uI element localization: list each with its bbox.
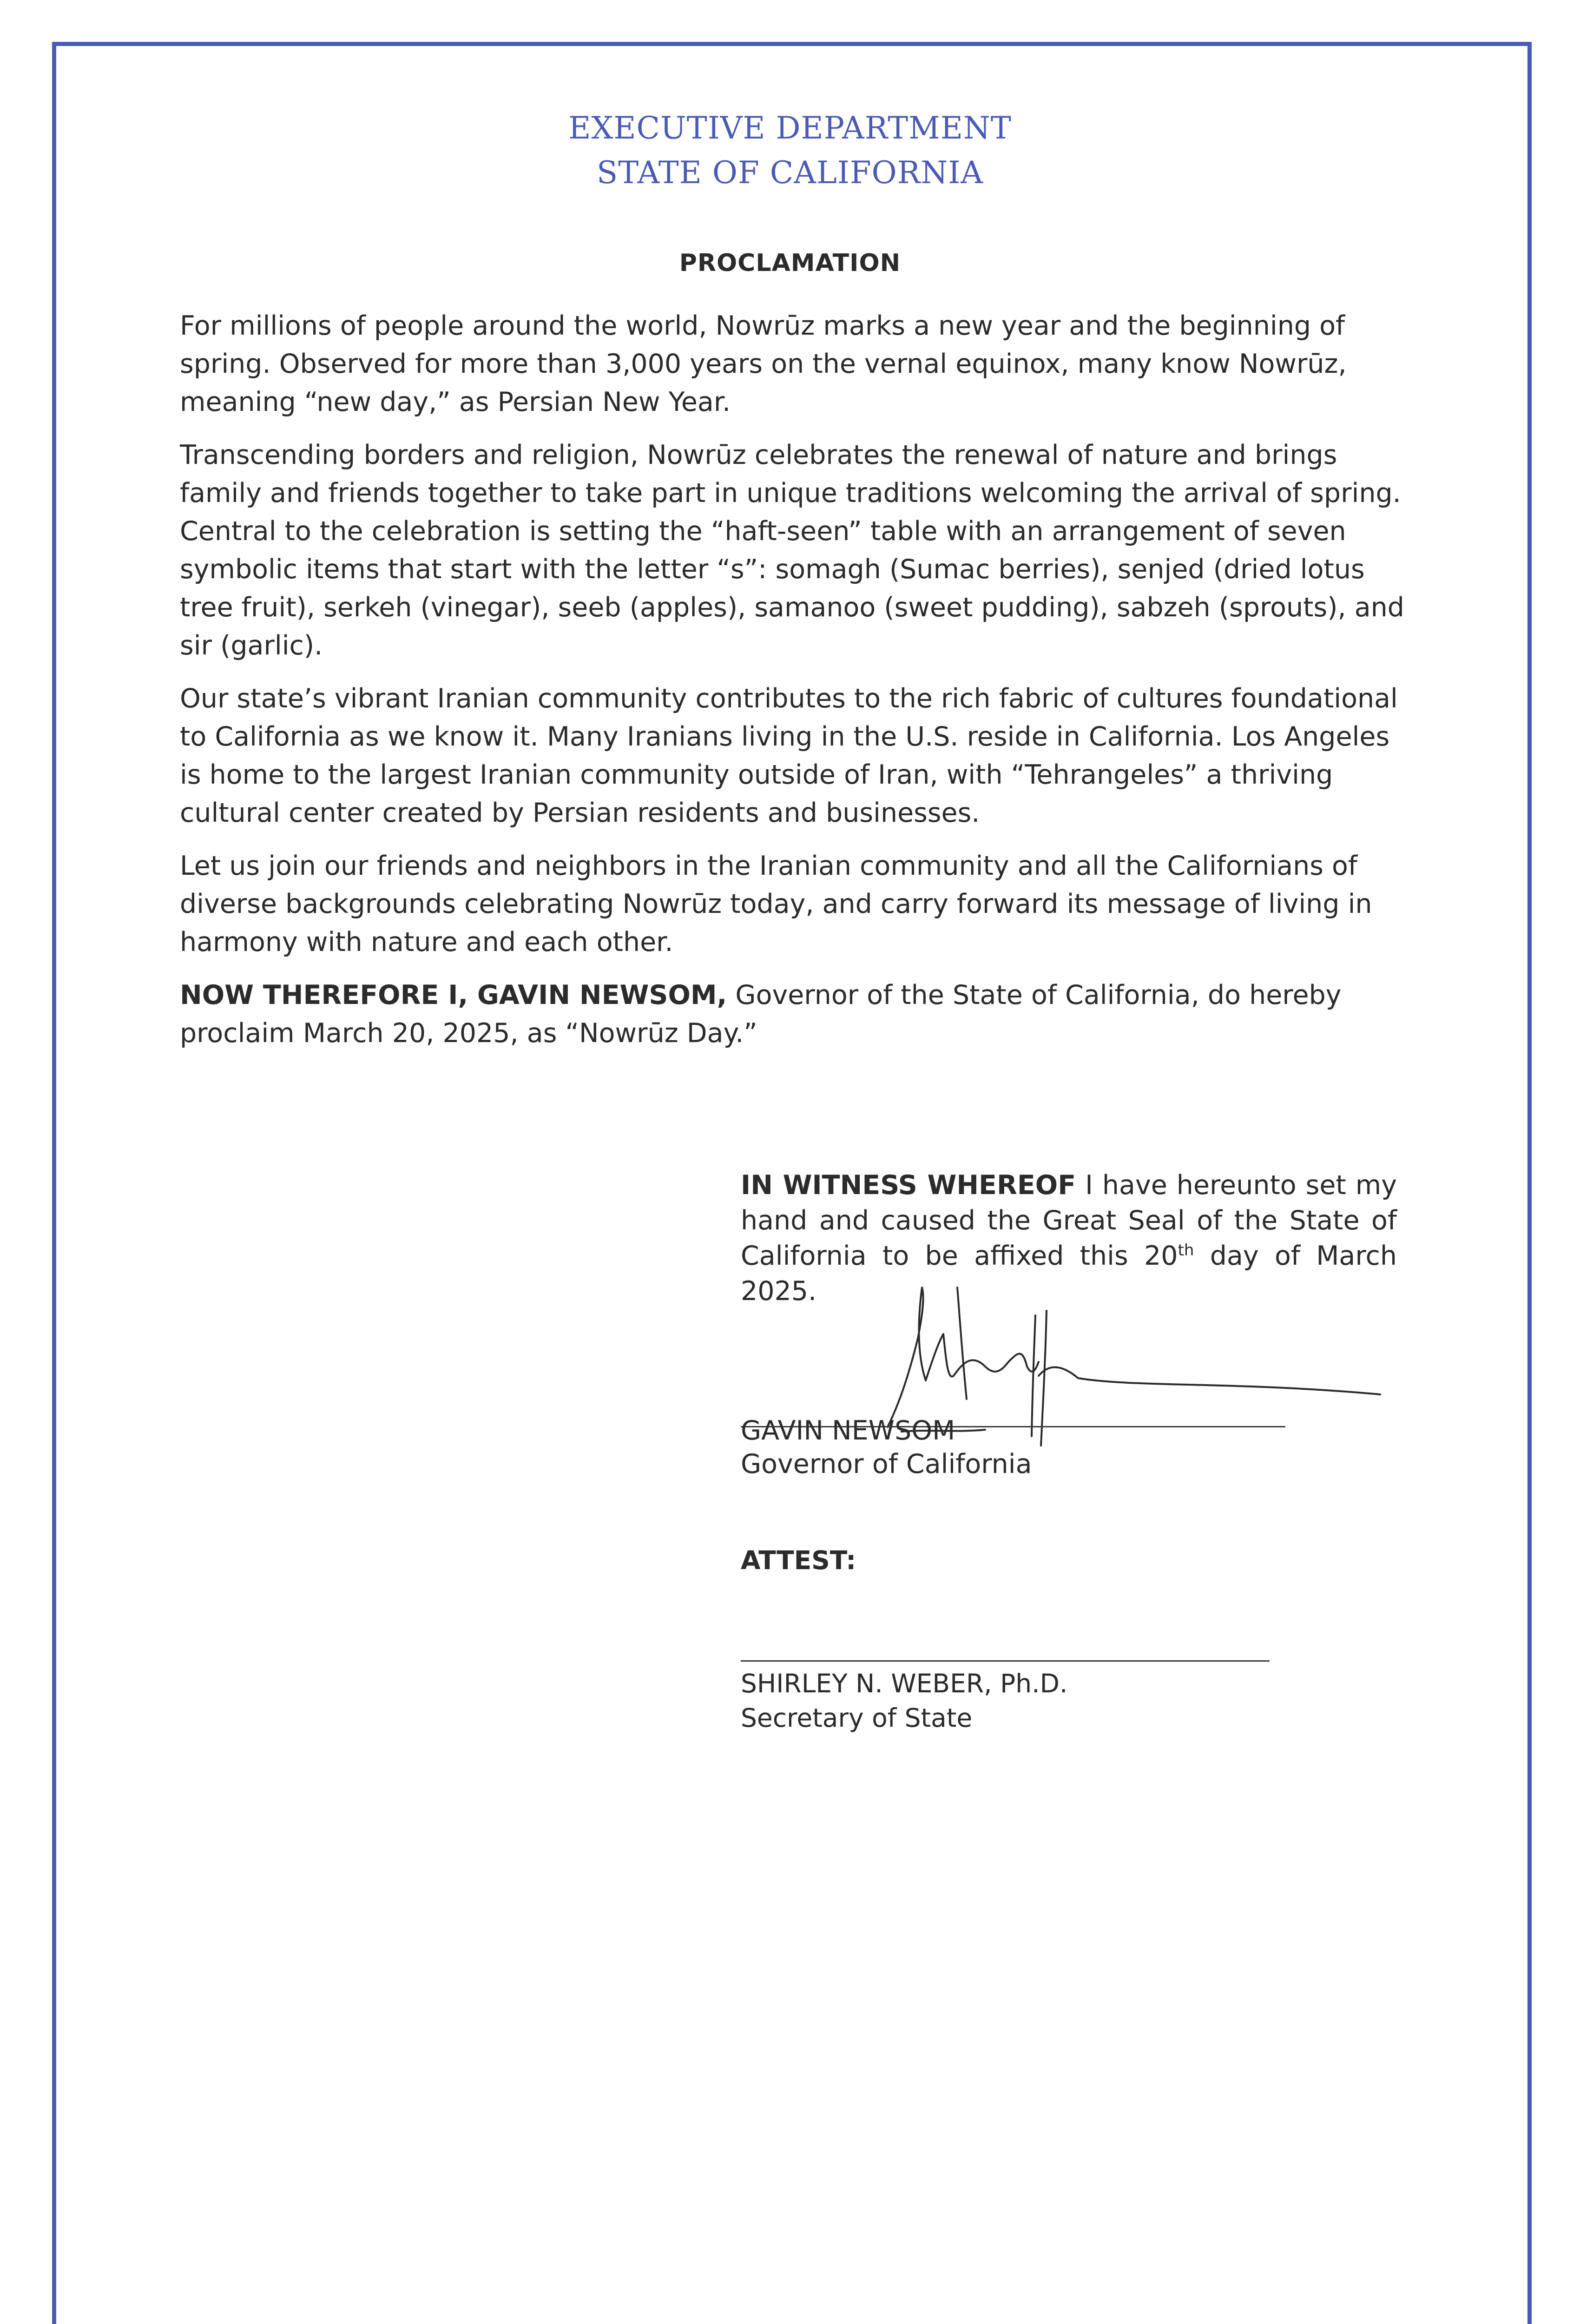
- letterhead-line-1: EXECUTIVE DEPARTMENT: [568, 110, 1012, 146]
- paragraph-4: Let us join our friends and neighbors in the Iranian community and all the Californians of diverse backgrounds celebrating Nowrūz today, and carry forward its message of living in harmony with nature and each other.: [180, 851, 1372, 957]
- witness-text-2: day of March 2025.: [741, 1241, 1397, 1307]
- letterhead: [0, 106, 1580, 195]
- document-title: PROCLAMATION: [679, 249, 901, 277]
- paragraph-3: Our state’s vibrant Iranian community contributes to the rich fabric of cultures foundational to California as we know it. Many Iranians living in the U.S. reside in California. Los Angeles is home to the largest Iranian community outside of Iran, with “Tehrangeles” a thriving cultural center created by Persian residents and businesses.: [180, 683, 1398, 828]
- witness-text-1: I have hereunto set my hand and caused the Great Seal of the State of California to be affixed this 20: [741, 1170, 1397, 1271]
- governor-title: Governor of California: [741, 1449, 1032, 1479]
- letterhead-line-2: STATE OF CALIFORNIA: [597, 155, 983, 191]
- governor-name: GAVIN NEWSOM: [741, 1415, 955, 1446]
- witness-superscript: th: [1178, 1241, 1194, 1260]
- proclaim-paragraph: [180, 976, 1407, 1052]
- attest-label: ATTEST:: [741, 1545, 856, 1575]
- proclaim-text: Governor of the State of California, do hereby proclaim March 20, 2025, as “Nowrūz Day.”: [180, 980, 1342, 1049]
- proclaim-bold: NOW THEREFORE I, GAVIN NEWSOM,: [180, 980, 727, 1010]
- paragraph-2: Transcending borders and religion, Nowrūz celebrates the renewal of nature and brings family and friends together to take part in unique traditions welcoming the arrival of spring. Central to the celebration is setting the “haft-seen” table with an arrangement of seven symbolic items that start with the letter “s”: somagh (Sumac berries), senjed (dried lotus tree fruit), serkeh (vinegar), seeb (apples), samanoo (sweet pudding), sabzeh (sprouts), and sir (garlic).: [180, 440, 1404, 661]
- witness-bold: IN WITNESS WHEREOF: [741, 1170, 1076, 1201]
- secretary-signature-line: [741, 1660, 1270, 1662]
- secretary-title: Secretary of State: [741, 1703, 973, 1733]
- proclamation-body: [180, 307, 1407, 1067]
- paragraph-1: For millions of people around the world, Nowrūz marks a new year and the beginning of spring. Observed for more than 3,000 years on the vernal equinox, many know Nowrūz, meaning “new day,” as Persian New Year.: [180, 310, 1347, 417]
- secretary-name: SHIRLEY N. WEBER, Ph.D.: [741, 1669, 1068, 1698]
